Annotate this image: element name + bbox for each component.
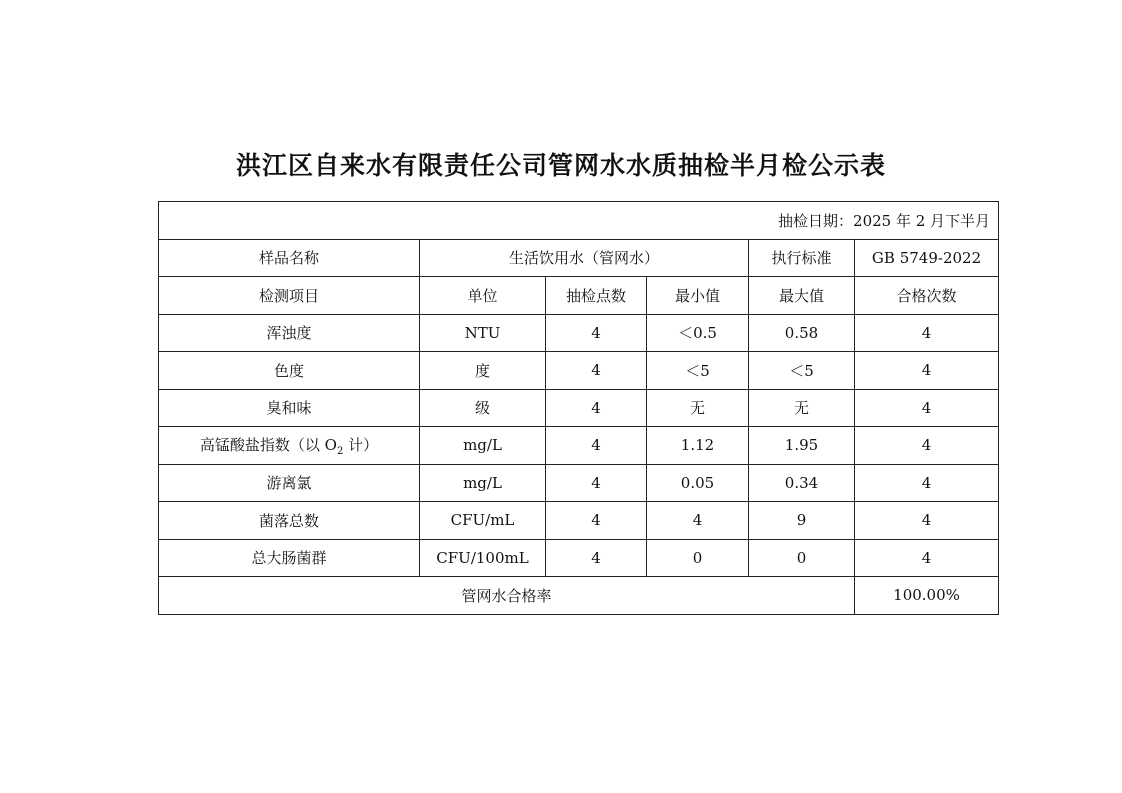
min-cell: 1.12 bbox=[647, 427, 749, 465]
table-row bbox=[159, 389, 999, 427]
unit-cell: CFU/mL bbox=[420, 502, 546, 540]
min-cell: 4 bbox=[647, 502, 749, 540]
item-subscript: 2 bbox=[336, 445, 344, 457]
unit-cell: CFU/100mL bbox=[420, 539, 546, 577]
water-quality-table bbox=[158, 201, 999, 615]
points-cell: 4 bbox=[546, 464, 647, 502]
summary-label: 管网水合格率 bbox=[159, 577, 855, 615]
header-cell: 合格次数 bbox=[855, 277, 999, 315]
passed-cell: 4 bbox=[855, 352, 999, 390]
points-cell: 4 bbox=[546, 539, 647, 577]
item-cell: 浑浊度 bbox=[159, 314, 420, 352]
table-row bbox=[159, 314, 999, 352]
unit-cell: NTU bbox=[420, 314, 546, 352]
unit-cell: 度 bbox=[420, 352, 546, 390]
max-cell: ＜5 bbox=[749, 352, 855, 390]
sample-name-value: 生活饮用水（管网水） bbox=[420, 239, 749, 277]
item-cell: 菌落总数 bbox=[159, 502, 420, 540]
max-cell: 0 bbox=[749, 539, 855, 577]
header-row bbox=[159, 277, 999, 315]
max-cell: 9 bbox=[749, 502, 855, 540]
passed-cell: 4 bbox=[855, 314, 999, 352]
min-cell: ＜5 bbox=[647, 352, 749, 390]
table-row bbox=[159, 539, 999, 577]
header-cell: 单位 bbox=[420, 277, 546, 315]
item-cell: 总大肠菌群 bbox=[159, 539, 420, 577]
item-text: 高锰酸盐指数（以 O bbox=[199, 435, 337, 454]
max-cell: 0.58 bbox=[749, 314, 855, 352]
passed-cell: 4 bbox=[855, 427, 999, 465]
points-cell: 4 bbox=[546, 502, 647, 540]
item-cell bbox=[159, 427, 420, 465]
min-cell: 无 bbox=[647, 389, 749, 427]
passed-cell: 4 bbox=[855, 539, 999, 577]
date-row bbox=[159, 202, 999, 240]
sample-row bbox=[159, 239, 999, 277]
summary-value: 100.00% bbox=[855, 577, 999, 615]
header-cell: 最大值 bbox=[749, 277, 855, 315]
item-cell: 臭和味 bbox=[159, 389, 420, 427]
sampling-date: 抽检日期：2025 年 2 月下半月 bbox=[159, 202, 999, 240]
item-cell: 游离氯 bbox=[159, 464, 420, 502]
unit-cell: mg/L bbox=[420, 464, 546, 502]
standard-label: 执行标准 bbox=[749, 239, 855, 277]
header-cell: 检测项目 bbox=[159, 277, 420, 315]
standard-value: GB 5749-2022 bbox=[855, 239, 999, 277]
header-cell: 最小值 bbox=[647, 277, 749, 315]
min-cell: ＜0.5 bbox=[647, 314, 749, 352]
min-cell: 0.05 bbox=[647, 464, 749, 502]
points-cell: 4 bbox=[546, 314, 647, 352]
item-text: 计） bbox=[343, 435, 379, 454]
max-cell: 0.34 bbox=[749, 464, 855, 502]
table-row bbox=[159, 352, 999, 390]
passed-cell: 4 bbox=[855, 464, 999, 502]
table-row bbox=[159, 502, 999, 540]
points-cell: 4 bbox=[546, 427, 647, 465]
passed-cell: 4 bbox=[855, 502, 999, 540]
item-cell: 色度 bbox=[159, 352, 420, 390]
header-cell: 抽检点数 bbox=[546, 277, 647, 315]
unit-cell: mg/L bbox=[420, 427, 546, 465]
passed-cell: 4 bbox=[855, 389, 999, 427]
points-cell: 4 bbox=[546, 352, 647, 390]
max-cell: 1.95 bbox=[749, 427, 855, 465]
table-row bbox=[159, 464, 999, 502]
max-cell: 无 bbox=[749, 389, 855, 427]
points-cell: 4 bbox=[546, 389, 647, 427]
summary-row bbox=[159, 577, 999, 615]
page-title: 洪江区自来水有限责任公司管网水水质抽检半月检公示表 bbox=[235, 151, 886, 180]
table-row bbox=[159, 427, 999, 465]
unit-cell: 级 bbox=[420, 389, 546, 427]
min-cell: 0 bbox=[647, 539, 749, 577]
sample-name-label: 样品名称 bbox=[159, 239, 420, 277]
